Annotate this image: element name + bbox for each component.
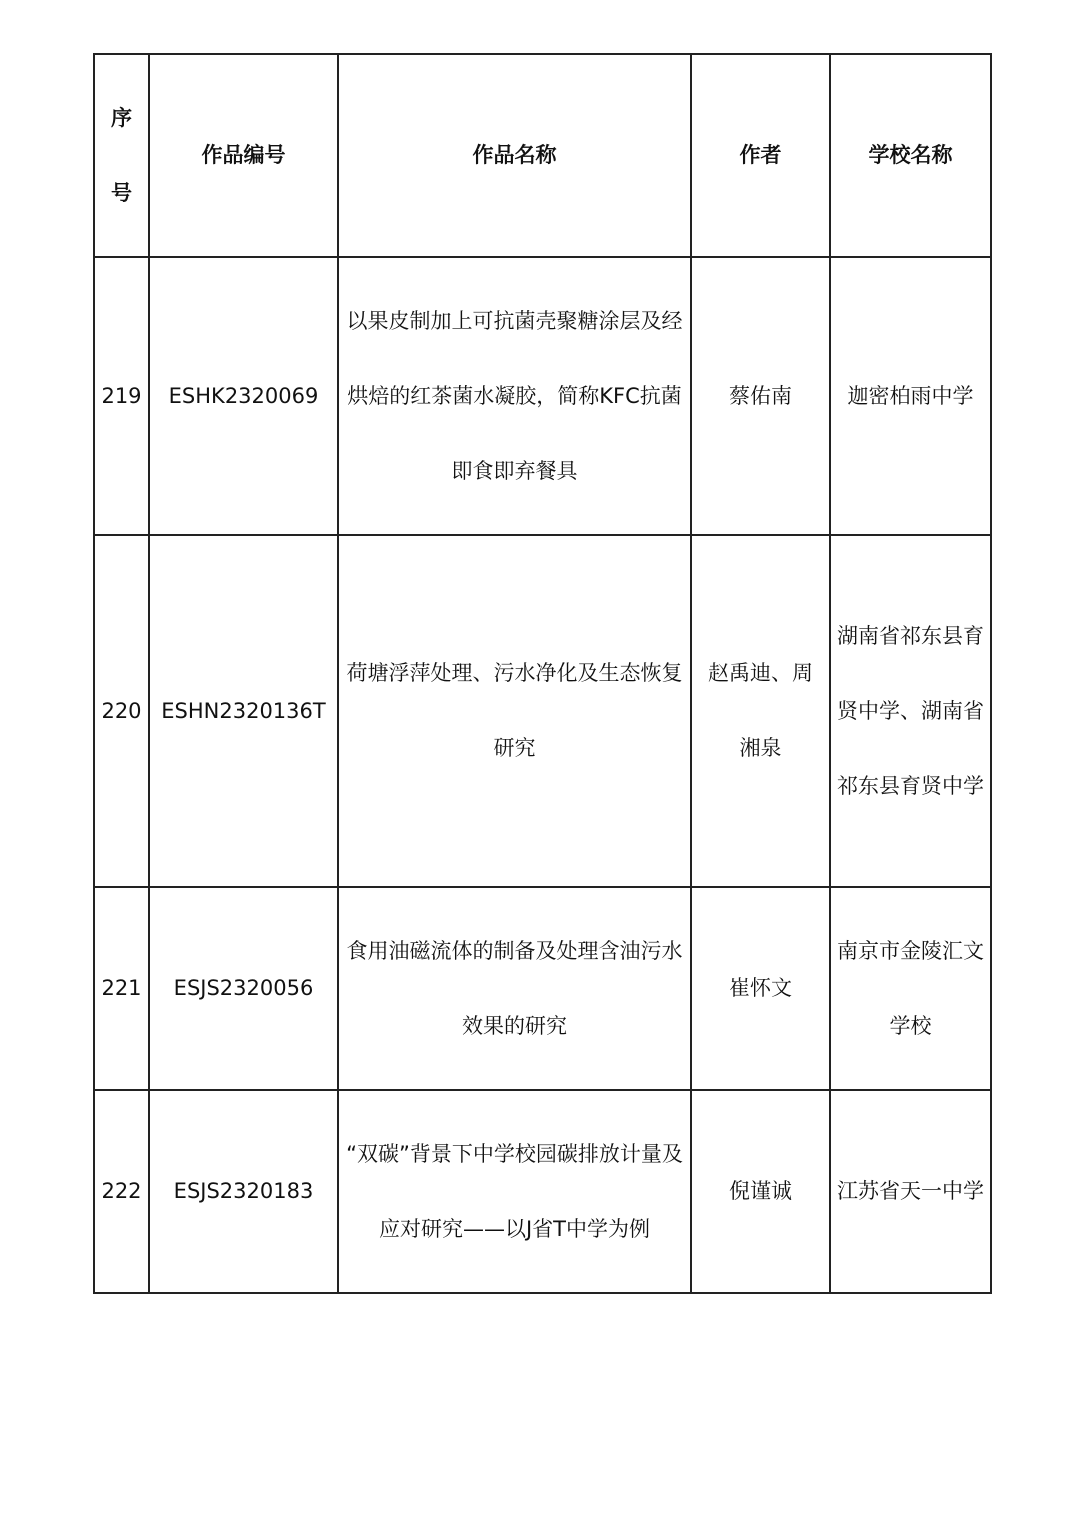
table-row (94, 1090, 991, 1293)
row-school: 南京市金陵汇文学校 (830, 887, 991, 1090)
row-title: 食用油磁流体的制备及处理含油污水效果的研究 (338, 887, 691, 1090)
row-author: 崔怀文 (691, 887, 830, 1090)
row-school: 湖南省祁东县育贤中学、湖南省祁东县育贤中学 (830, 535, 991, 887)
awards-table (93, 53, 992, 1294)
row-title: 荷塘浮萍处理、污水净化及生态恢复研究 (338, 535, 691, 887)
table-header-row (94, 54, 991, 257)
row-school: 江苏省天一中学 (830, 1090, 991, 1293)
row-code: ESJS2320056 (149, 887, 338, 1090)
header-author: 作者 (691, 54, 830, 257)
row-author: 蔡佑南 (691, 257, 830, 535)
row-school: 迦密柏雨中学 (830, 257, 991, 535)
row-seq: 221 (94, 887, 149, 1090)
header-school: 学校名称 (830, 54, 991, 257)
row-title: 以果皮制加上可抗菌壳聚糖涂层及经烘焙的红茶菌水凝胶，简称KFC抗菌即食即弃餐具 (338, 257, 691, 535)
header-seq (94, 54, 149, 257)
table-row (94, 535, 991, 887)
table-row (94, 257, 991, 535)
row-title: “双碳”背景下中学校园碳排放计量及应对研究——以J省T中学为例 (338, 1090, 691, 1293)
row-seq: 222 (94, 1090, 149, 1293)
row-author: 倪谨诚 (691, 1090, 830, 1293)
table-row (94, 887, 991, 1090)
row-code: ESHK2320069 (149, 257, 338, 535)
header-title: 作品名称 (338, 54, 691, 257)
header-seq-top: 序 (111, 105, 132, 130)
row-author: 赵禹迪、周湘泉 (691, 535, 830, 887)
row-code: ESJS2320183 (149, 1090, 338, 1293)
header-code: 作品编号 (149, 54, 338, 257)
row-code: ESHN2320136T (149, 535, 338, 887)
row-seq: 220 (94, 535, 149, 887)
row-seq: 219 (94, 257, 149, 535)
header-seq-bottom: 号 (111, 180, 132, 205)
